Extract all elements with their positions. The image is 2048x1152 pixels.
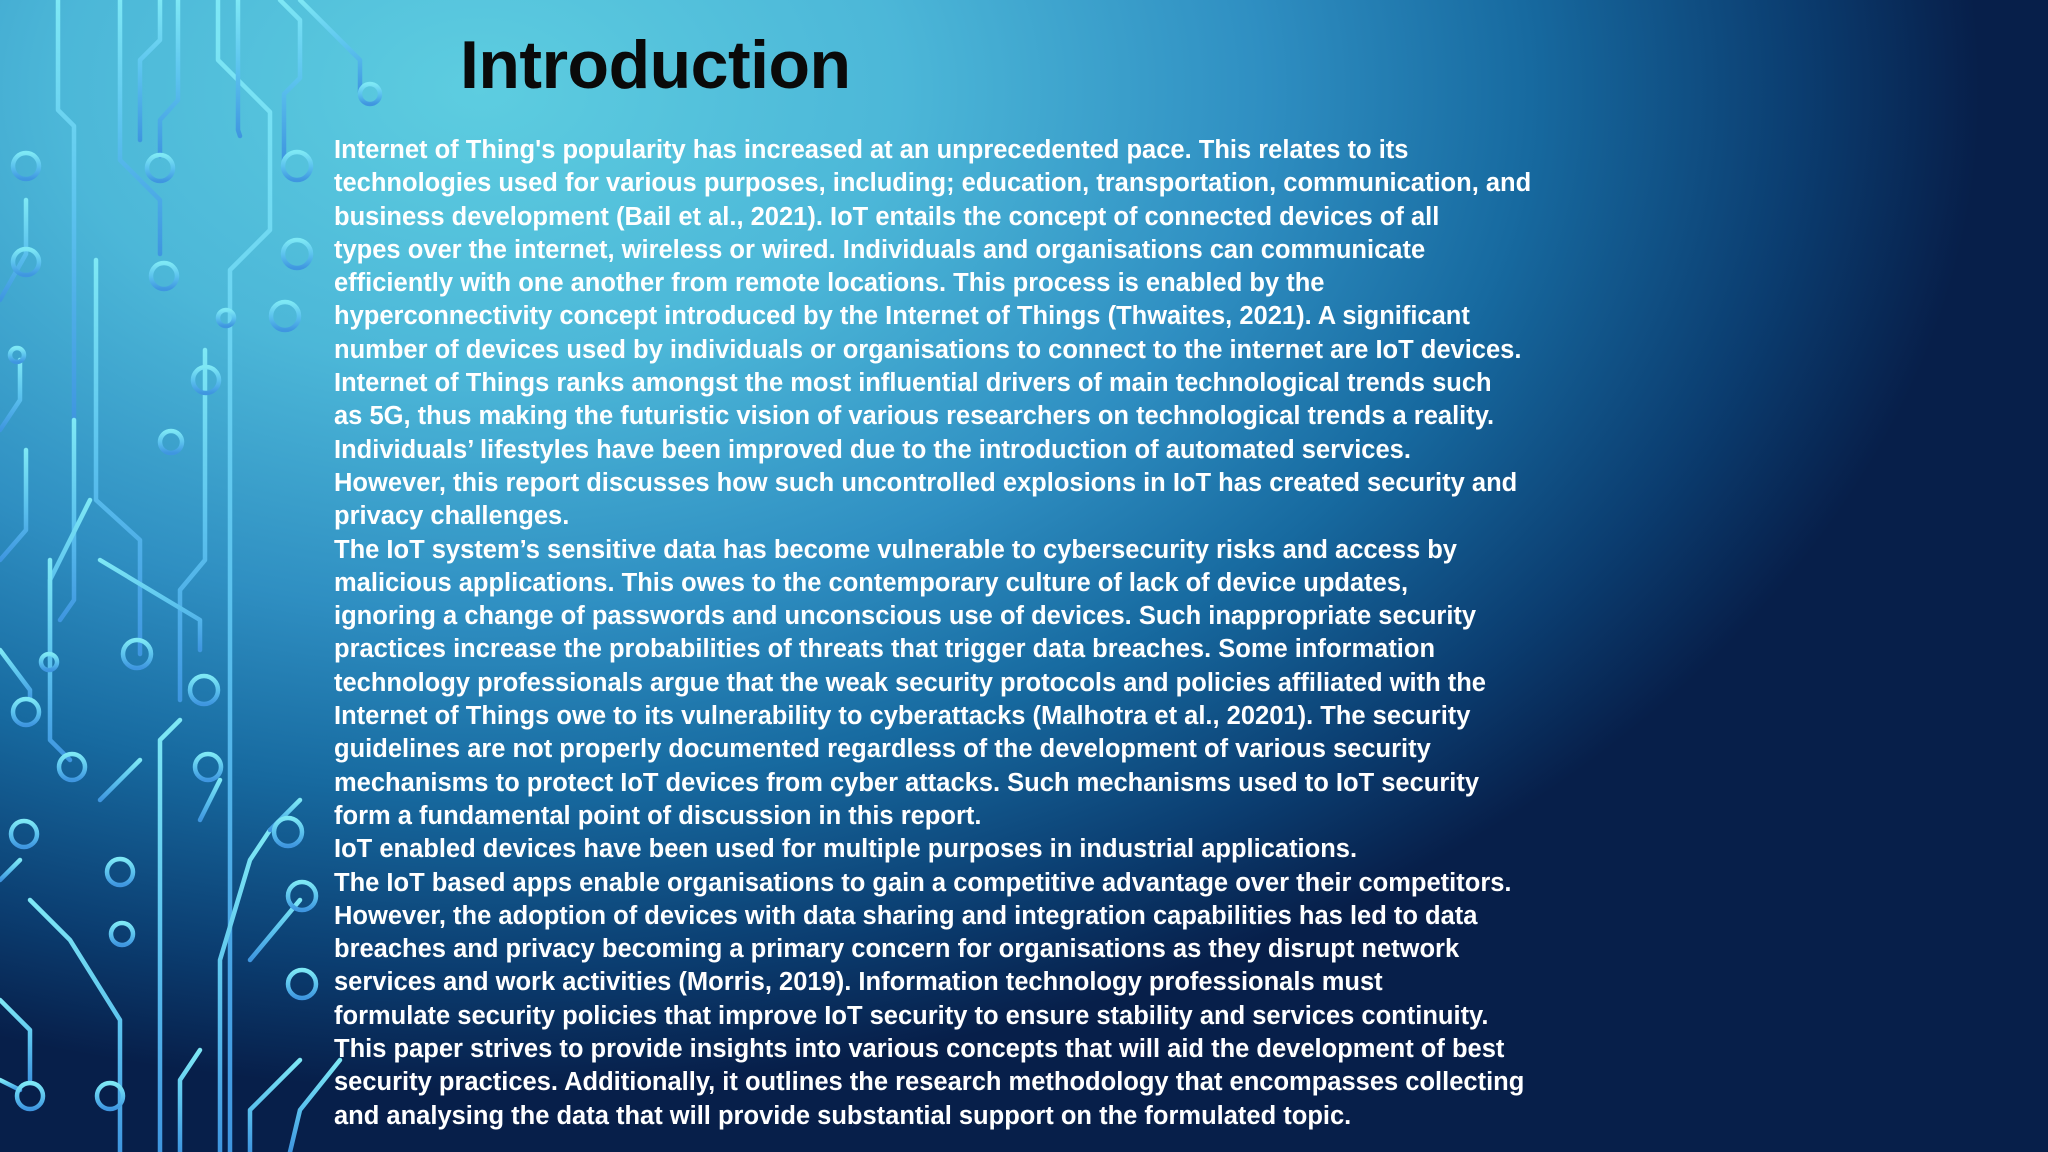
- body-line: and analysing the data that will provide substantial support on the formulated topic.: [334, 1101, 1352, 1130]
- body-line: Internet of Things ranks amongst the most influential drivers of main technological trends such: [334, 369, 1492, 398]
- body-line: hyperconnectivity concept introduced by the Internet of Things (Thwaites, 2021). A significant: [334, 302, 1470, 331]
- body-line: breaches and privacy becoming a primary concern for organisations as they disrupt network: [334, 935, 1460, 964]
- body-line: Internet of Things owe to its vulnerability to cyberattacks (Malhotra et al., 20201). The security: [334, 702, 1471, 731]
- body-line: privacy challenges.: [334, 502, 570, 531]
- body-line: This paper strives to provide insights into various concepts that will aid the development of best: [334, 1035, 1505, 1064]
- body-line: However, the adoption of devices with data sharing and integration capabilities has led to data: [334, 901, 1478, 930]
- body-line: malicious applications. This owes to the contemporary culture of lack of device updates,: [334, 568, 1409, 597]
- slide-body: [334, 134, 2014, 1133]
- body-line: practices increase the probabilities of threats that trigger data breaches. Some information: [334, 635, 1436, 664]
- body-line: services and work activities (Morris, 2019). Information technology professionals must: [334, 968, 1383, 997]
- body-line: business development (Bail et al., 2021). IoT entails the concept of connected devices of all: [334, 202, 1440, 231]
- body-line: security practices. Additionally, it outlines the research methodology that encompasses collecting: [334, 1068, 1525, 1097]
- body-line: technology professionals argue that the weak security protocols and policies affiliated with the: [334, 668, 1486, 697]
- body-line: efficiently with one another from remote locations. This process is enabled by the: [334, 269, 1325, 298]
- body-line: Individuals’ lifestyles have been improved due to the introduction of automated services.: [334, 435, 1411, 464]
- slide-title: Introduction: [460, 27, 851, 103]
- body-line: IoT enabled devices have been used for multiple purposes in industrial applications.: [334, 835, 1358, 864]
- body-line: technologies used for various purposes, including; education, transportation, communication, and: [334, 169, 1532, 198]
- body-line: form a fundamental point of discussion in this report.: [334, 801, 982, 830]
- body-line: The IoT system’s sensitive data has become vulnerable to cybersecurity risks and access by: [334, 535, 1457, 564]
- body-line: mechanisms to protect IoT devices from cyber attacks. Such mechanisms used to IoT security: [334, 768, 1480, 797]
- body-line: The IoT based apps enable organisations to gain a competitive advantage over their competitors.: [334, 868, 1512, 897]
- body-line: as 5G, thus making the futuristic vision of various researchers on technological trends a reality.: [334, 402, 1495, 431]
- body-line: guidelines are not properly documented regardless of the development of various security: [334, 735, 1431, 764]
- body-line: number of devices used by individuals or organisations to connect to the internet are IoT devices.: [334, 335, 1522, 364]
- body-line: formulate security policies that improve IoT security to ensure stability and services continuity.: [334, 1001, 1489, 1030]
- body-line: Internet of Thing's popularity has increased at an unprecedented pace. This relates to its: [334, 136, 1409, 164]
- body-line: However, this report discusses how such uncontrolled explosions in IoT has created security and: [334, 468, 1518, 497]
- body-line: types over the internet, wireless or wired. Individuals and organisations can communicate: [334, 235, 1426, 264]
- body-line: ignoring a change of passwords and unconscious use of devices. Such inappropriate security: [334, 602, 1477, 631]
